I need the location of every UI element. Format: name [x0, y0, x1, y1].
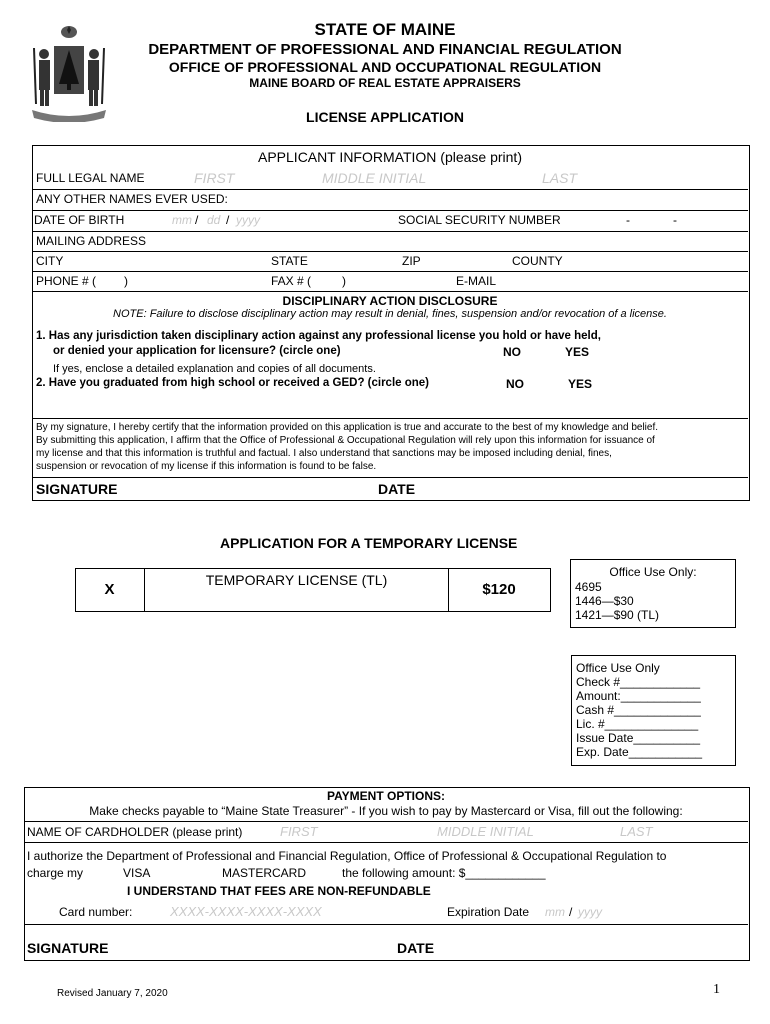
ssn-dash-2: -: [673, 213, 677, 227]
question-1-line-1: 1. Has any jurisdiction taken disciplinary action against any professional license you hold or have held,: [36, 330, 601, 342]
question-2-no-option[interactable]: NO: [506, 377, 524, 391]
last-name-field[interactable]: LAST: [542, 170, 578, 186]
email-label: E-MAIL: [456, 274, 497, 288]
payment-signature-label[interactable]: SIGNATURE: [27, 940, 109, 956]
board-heading: MAINE BOARD OF REAL ESTATE APPRAISERS: [249, 76, 521, 90]
form-title: LICENSE APPLICATION: [306, 109, 464, 125]
question-1-line-2: or denied your application for licensure? (circle one): [53, 345, 341, 357]
question-1-no-option[interactable]: NO: [503, 345, 521, 359]
expiration-year-field[interactable]: yyyy: [578, 905, 602, 919]
certification-line-4: suspension or revocation of my license if this information is found to be false.: [36, 461, 377, 472]
office-use-amount: Amount:____________: [576, 689, 701, 703]
payment-title: PAYMENT OPTIONS:: [326, 789, 445, 803]
county-label: COUNTY: [512, 254, 563, 268]
office-use-issue-date: Issue Date__________: [576, 731, 701, 745]
charge-my-label: charge my: [27, 866, 84, 880]
mailing-address-row[interactable]: [32, 232, 748, 252]
office-use-cash: Cash #_____________: [576, 703, 701, 717]
office-heading: OFFICE OF PROFESSIONAL AND OCCUPATIONAL REGULATION: [168, 59, 602, 75]
fax-label: FAX # (: [271, 274, 312, 288]
cardholder-label: NAME OF CARDHOLDER (please print): [27, 825, 243, 839]
cardholder-first-field[interactable]: FIRST: [280, 824, 318, 839]
ssn-label: SOCIAL SECURITY NUMBER: [398, 213, 561, 227]
dob-month-field[interactable]: mm: [172, 213, 192, 227]
fax-close-paren: ): [342, 274, 346, 288]
authorize-text: I authorize the Department of Professional and Financial Regulation, Office of Professional & Occupational Regulation to: [27, 849, 667, 863]
contact-row[interactable]: [32, 272, 748, 292]
expiration-slash: /: [569, 905, 573, 919]
phone-label: PHONE # (: [36, 274, 97, 288]
payment-divider-1: [24, 821, 748, 822]
office-use-fees-line-3: 1421—$90 (TL): [575, 608, 660, 622]
mailing-address-label: MAILING ADDRESS: [36, 234, 147, 248]
office-use-fees-title: Office Use Only:: [609, 565, 697, 579]
applicant-title-row: [32, 145, 748, 169]
payment-amount-field[interactable]: the following amount: $____________: [342, 866, 546, 880]
dob-day-field[interactable]: dd: [207, 213, 221, 227]
temporary-license-label: TEMPORARY LICENSE (TL): [205, 572, 388, 588]
middle-initial-field[interactable]: MIDDLE INITIAL: [322, 170, 427, 186]
question-2: 2. Have you graduated from high school or received a GED? (circle one): [36, 377, 430, 389]
visa-option[interactable]: VISA: [123, 866, 151, 880]
dob-label: DATE OF BIRTH: [34, 213, 125, 227]
city-label: CITY: [36, 254, 64, 268]
payment-date-label[interactable]: DATE: [397, 940, 435, 956]
office-use-check: Check #____________: [576, 675, 701, 689]
dob-slash-1: /: [195, 213, 199, 227]
dob-row[interactable]: [32, 211, 748, 232]
certification-line-1: By my signature, I hereby certify that the information provided on this application is true and accurate to the best of my knowledge and belief.: [36, 422, 659, 433]
expiration-label: Expiration Date: [447, 905, 530, 919]
cardholder-middle-field[interactable]: MIDDLE INITIAL: [437, 824, 534, 839]
full-legal-name-label: FULL LEGAL NAME: [36, 171, 145, 185]
mastercard-option[interactable]: MASTERCARD: [222, 866, 307, 880]
phone-close-paren: ): [124, 274, 128, 288]
page-number: 1: [713, 982, 720, 997]
dob-year-field[interactable]: yyyy: [236, 213, 260, 227]
ssn-dash-1: -: [626, 213, 630, 227]
office-use-fees-line-2: 1446—$30: [575, 594, 634, 608]
payment-instruction: Make checks payable to “Maine State Treasurer” - If you wish to pay by Mastercard or Visa, fill out the following:: [89, 804, 683, 818]
office-use-fees-box: [570, 559, 736, 628]
payment-divider-3: [24, 924, 748, 925]
certification-divider: [32, 418, 748, 419]
temporary-license-title: APPLICATION FOR A TEMPORARY LICENSE: [220, 535, 518, 551]
revised-date: Revised January 7, 2020: [57, 988, 168, 999]
signature-divider: [32, 477, 748, 478]
disciplinary-title: DISCIPLINARY ACTION DISCLOSURE: [282, 294, 498, 308]
zip-label: ZIP: [402, 254, 421, 268]
cardholder-last-field[interactable]: LAST: [620, 824, 653, 839]
certification-line-2: By submitting this application, I affirm that the Office of Professional & Occupational Regulation will rely upon this information for issuance of: [36, 435, 655, 446]
disciplinary-note: NOTE: Failure to disclose disciplinary action may result in denial, fines, suspension and/or revocation of a license.: [113, 308, 667, 320]
dob-slash-2: /: [226, 213, 230, 227]
date-label[interactable]: DATE: [378, 481, 416, 497]
card-number-label: Card number:: [59, 905, 133, 919]
non-refundable-notice: I UNDERSTAND THAT FEES ARE NON-REFUNDABLE: [127, 884, 431, 898]
expiration-month-field[interactable]: mm: [545, 905, 565, 919]
applicant-section-title: APPLICANT INFORMATION (please print): [258, 149, 522, 165]
question-1-yes-option[interactable]: YES: [565, 345, 590, 359]
full-name-row[interactable]: [32, 169, 748, 190]
state-heading: STATE OF MAINE: [314, 20, 456, 39]
question-1-if-yes: If yes, enclose a detailed explanation and copies of all documents.: [53, 363, 376, 375]
temporary-license-checkbox[interactable]: X: [104, 581, 115, 598]
other-names-label: ANY OTHER NAMES EVER USED:: [36, 192, 228, 206]
card-number-field[interactable]: XXXX-XXXX-XXXX-XXXX: [170, 904, 322, 919]
city-row[interactable]: [32, 252, 748, 272]
office-use-fees-line-1: 4695: [575, 580, 602, 594]
question-2-yes-option[interactable]: YES: [568, 377, 593, 391]
temporary-license-fee: $120: [482, 581, 516, 598]
payment-divider-2: [24, 842, 748, 843]
state-label: STATE: [271, 254, 308, 268]
department-heading: DEPARTMENT OF PROFESSIONAL AND FINANCIAL REGULATION: [148, 41, 622, 58]
office-use-lic: Lic. #______________: [576, 717, 699, 731]
other-names-row[interactable]: [32, 190, 748, 211]
first-name-field[interactable]: FIRST: [194, 170, 235, 186]
certification-line-3: my license and that this information is truthful and factual. I also understand that sanctions may be imposed including denial, fines,: [36, 448, 612, 459]
office-use-payment-box: [571, 655, 736, 766]
signature-label[interactable]: SIGNATURE: [36, 481, 118, 497]
office-use-payment-title: Office Use Only: [576, 661, 660, 675]
office-use-exp-date: Exp. Date___________: [576, 745, 703, 759]
